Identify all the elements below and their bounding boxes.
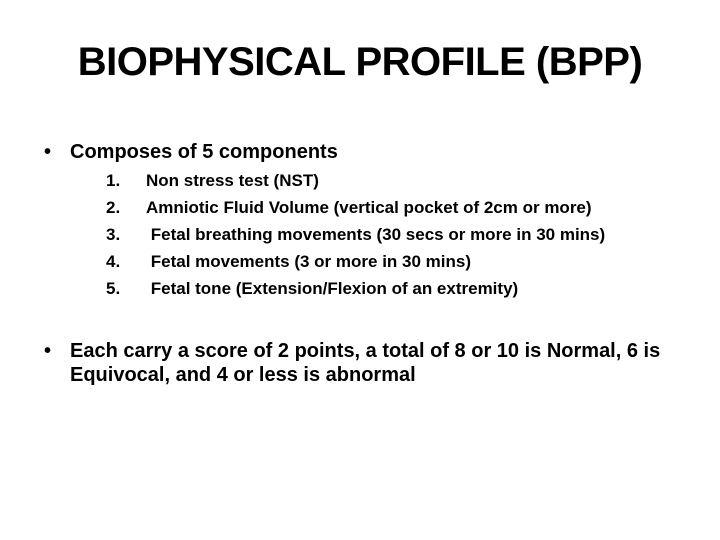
bullet-dot-icon: •	[44, 141, 52, 163]
list-item-text: Amniotic Fluid Volume (vertical pocket of 2cm or more)	[146, 198, 592, 217]
list-item-text: Fetal tone (Extension/Flexion of an extremity)	[146, 279, 519, 298]
slide-title: BIOPHYSICAL PROFILE (BPP)	[77, 40, 643, 84]
list-item	[70, 278, 684, 299]
list-item	[70, 224, 684, 245]
bullet-dot-icon: •	[44, 340, 52, 362]
slide-content	[44, 140, 684, 387]
list-item-text: Fetal breathing movements (30 secs or more in 30 mins)	[146, 225, 606, 244]
list-item-text: Fetal movements (3 or more in 30 mins)	[146, 252, 471, 271]
list-item-number: 1.	[106, 171, 121, 190]
list-item-number: 2.	[106, 198, 121, 217]
list-item-number: 5.	[106, 279, 121, 298]
list-item	[70, 170, 684, 191]
bullet-item	[44, 140, 684, 305]
bullet-item	[44, 339, 684, 387]
list-item-number: 4.	[106, 252, 121, 271]
list-item-text: Non stress test (NST)	[146, 171, 319, 190]
list-item	[70, 251, 684, 272]
list-item	[70, 197, 684, 218]
list-item-number: 3.	[106, 225, 121, 244]
numbered-list	[70, 170, 684, 299]
bullet-text: Composes of 5 components	[70, 141, 338, 163]
bullet-text: Each carry a score of 2 points, a total of 8 or 10 is Normal, 6 is Equivocal, and 4 or less is abnormal	[70, 340, 661, 386]
